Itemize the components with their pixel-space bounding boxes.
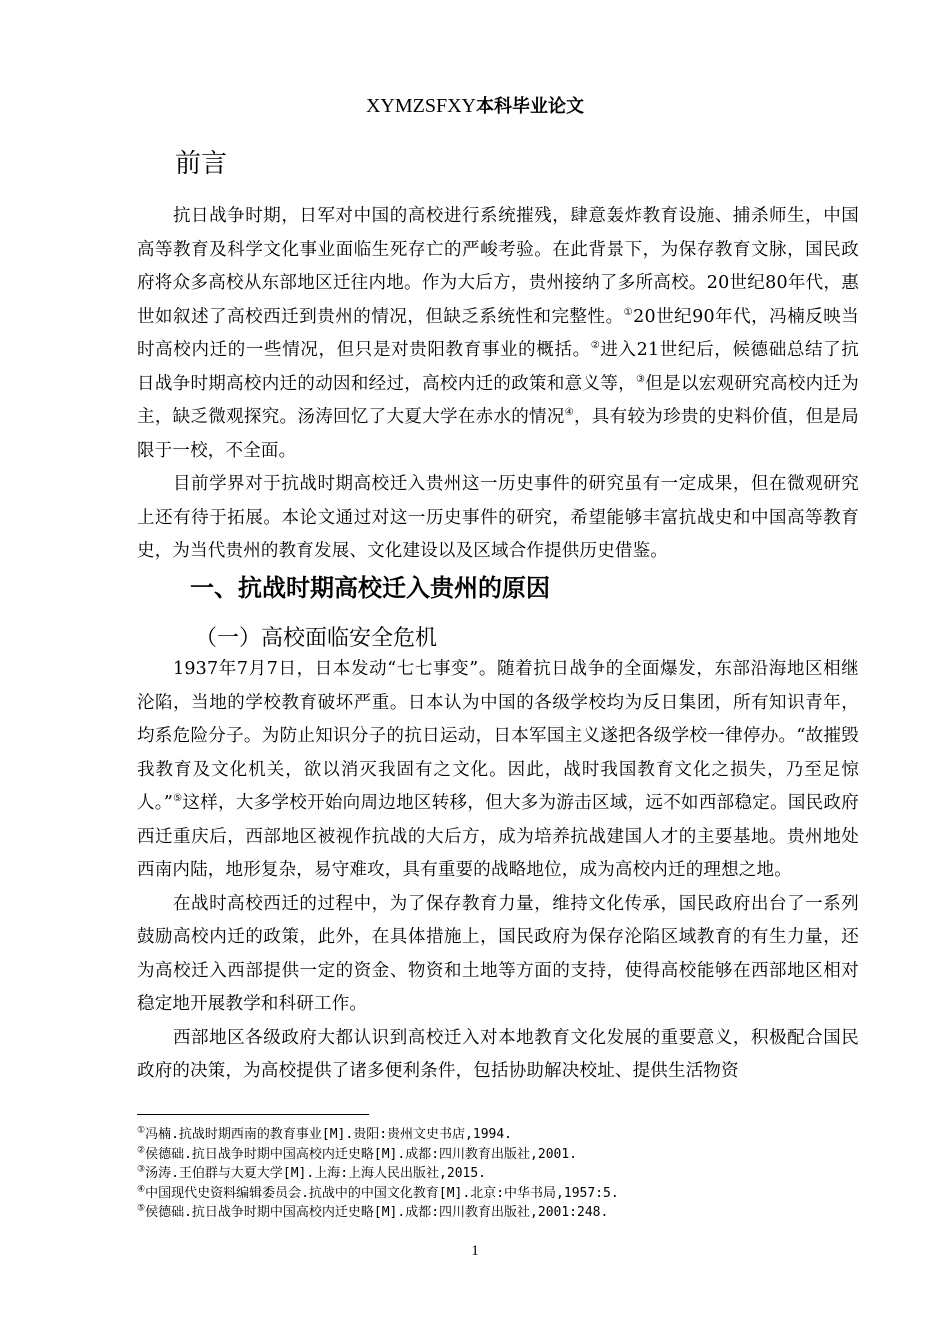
preface-heading: 前言 bbox=[175, 149, 228, 179]
header-code: XYMZSFXY bbox=[365, 95, 477, 117]
text-run: 在战时高校西迁的过程中，为了保存教育力量，维持文化传承，国民政府出台了一系列鼓励高校内迁的政策，此外，在具体措施上，国民政府为保存沦陷区域教育的有生力量，还为高校迁入西部提供一定的资金、物资和土地等方面的支持，使得高校能够在西部地区相对稳定地开展教学和科研工作。 bbox=[137, 893, 859, 1014]
paragraph bbox=[137, 468, 859, 569]
footnote-separator bbox=[137, 1114, 369, 1115]
footnote-text: 侯德础.抗日战争时期中国高校内迁史略[M].成都:四川教育出版社,2001:248. bbox=[145, 1205, 609, 1220]
text-run: 抗日战争时期，日军对中国的高校进行系统摧残，肆意轰炸教育设施、捕杀师生，中国高等教育及科学文化事业面临生死存亡的严峻考验。在此背景下，为保存教育文脉，国民政府将众多高校从东部地区迁往内地。作为大后方，贵州接纳了多所高校。20世纪80年代，惠世如叙述了高校西迁到贵州的情况，但缺乏系统性和完整性。 bbox=[137, 206, 859, 327]
text-run: 20世纪90年代，冯楠反映当时高校内迁的一些情况，但只是对贵阳教育事业的概括。 bbox=[137, 306, 859, 360]
text-run: 1937年7月7日，日本发动“七七事变”。随着抗日战争的全面爆发，东部沿海地区相继沦陷，当地的学校教育破坏严重。日本认为中国的各级学校均为反日集团，所有知识青年，均系危险分子。为防止知识分子的抗日运动，日本军国主义遂把各级学校一律停办。“故摧毁我教育及文化机关，欲以消灭我固有之文化。因此，战时我国教育文化之损失，乃至足惊人。” bbox=[137, 659, 859, 813]
footnote bbox=[137, 1125, 859, 1145]
text-run: 但是以宏观研究高校内迁为主，缺乏微观探究。汤涛回忆了大夏大学在赤水的情况 bbox=[137, 373, 859, 427]
running-header bbox=[0, 92, 950, 121]
paragraph bbox=[137, 888, 859, 1022]
text-run: ，具有较为珍贵的史料价值，但是局限于一校，不全面。 bbox=[137, 407, 859, 461]
footnote-ref: ② bbox=[590, 340, 601, 352]
preface-body bbox=[137, 200, 859, 569]
footnote bbox=[137, 1184, 859, 1204]
footnote-ref: ③ bbox=[635, 373, 646, 385]
page-number: 1 bbox=[471, 1243, 479, 1259]
header-title: 本科毕业论文 bbox=[476, 96, 585, 117]
footnote-ref: ① bbox=[623, 306, 634, 318]
footnote bbox=[137, 1164, 859, 1184]
text-run: 进入21世纪后，候德础总结了抗日战争时期高校内迁的动因和经过，高校内迁的政策和意义等， bbox=[137, 340, 859, 394]
paragraph bbox=[137, 1022, 859, 1089]
footnote-mark: ① bbox=[137, 1125, 146, 1136]
footnote-mark: ③ bbox=[137, 1164, 146, 1175]
footnote-text: 汤涛.王伯群与大夏大学[M].上海:上海人民出版社,2015. bbox=[145, 1166, 486, 1181]
text-run: 这样，大多学校开始向周边地区转移，但大多为游击区域，远不如西部稳定。国民政府西迁重庆后，西部地区被视作抗战的大后方，成为培养抗战建国人才的主要基地。贵州地处西南内陆，地形复杂，易守难攻，具有重要的战略地位，成为高校内迁的理想之地。 bbox=[137, 793, 859, 880]
chapter-heading: 一、抗战时期高校迁入贵州的原因 bbox=[190, 574, 550, 602]
footnote-ref: ④ bbox=[564, 407, 574, 419]
paragraph bbox=[137, 653, 859, 888]
footnote-mark: ② bbox=[137, 1145, 146, 1156]
footnote-text: 冯楠.抗战时期西南的教育事业[M].贵阳:贵州文史书店,1994. bbox=[145, 1127, 512, 1142]
section-heading: （一）高校面临安全危机 bbox=[195, 626, 438, 651]
footnote-ref: ⑤ bbox=[173, 793, 183, 805]
text-run: 西部地区各级政府大都认识到高校迁入对本地教育文化发展的重要意义，积极配合国民政府的决策，为高校提供了诸多便利条件，包括协助解决校址、提供生活物资 bbox=[137, 1027, 859, 1081]
footnote-text: 中国现代史资料编辑委员会.抗战中的中国文化教育[M].北京:中华书局,1957:5. bbox=[145, 1185, 619, 1201]
footnote bbox=[137, 1203, 859, 1223]
footnote-text: 侯德础.抗日战争时期中国高校内迁史略[M].成都:四川教育出版社,2001. bbox=[145, 1146, 577, 1162]
paragraph bbox=[137, 200, 859, 468]
text-run: 目前学界对于抗战时期高校迁入贵州这一历史事件的研究虽有一定成果，但在微观研究上还有待于拓展。本论文通过对这一历史事件的研究，希望能够丰富抗战史和中国高等教育史，为当代贵州的教育发展、文化建设以及区域合作提供历史借鉴。 bbox=[137, 474, 859, 561]
footnote bbox=[137, 1145, 859, 1165]
footnote-mark: ④ bbox=[137, 1184, 146, 1195]
footnotes bbox=[137, 1125, 859, 1223]
section-body bbox=[137, 653, 859, 1089]
footnote-mark: ⑤ bbox=[137, 1203, 146, 1214]
